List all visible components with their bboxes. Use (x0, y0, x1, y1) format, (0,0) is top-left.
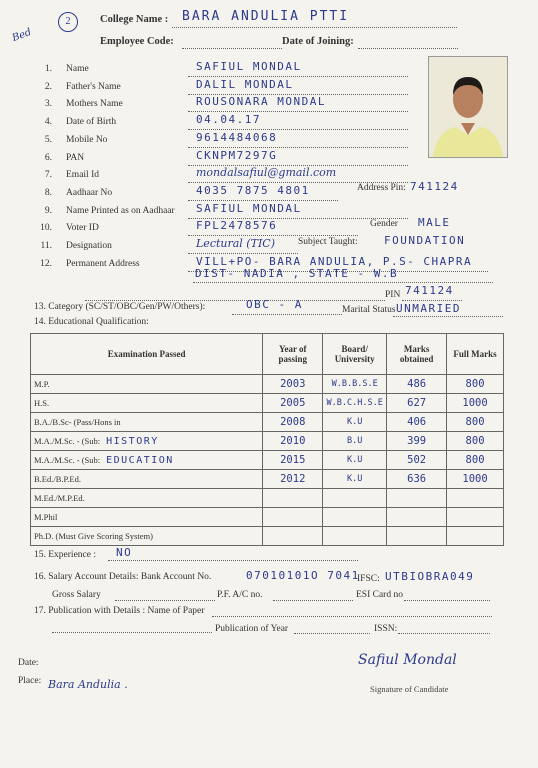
date-label: Date: (18, 658, 39, 668)
field-number: 5. (44, 134, 52, 145)
exam-cell (31, 527, 263, 546)
experience-label: 15. Experience : (34, 550, 96, 560)
field-number: 9. (44, 205, 52, 216)
field-label: Name (66, 64, 89, 74)
field-value: 9614484068 (196, 130, 278, 144)
full-marks-cell: 800 (447, 432, 504, 451)
year-cell: 2012 (263, 470, 323, 489)
gender-label: Gender (370, 219, 398, 229)
full-marks-cell: 800 (447, 375, 504, 394)
field-label: PAN (66, 152, 85, 163)
field-value: CKNPM7297G (196, 148, 278, 162)
header-full-marks: Full Marks (447, 334, 504, 375)
field-number: 10. (40, 223, 52, 234)
year-cell: 2010 (263, 432, 323, 451)
candidate-photo (428, 56, 508, 158)
full-marks-cell (447, 489, 504, 508)
exam-subject: EDUCATION (106, 454, 174, 466)
category-label: 13. Category (SC/ST/OBC/Gen/PW/Others): (34, 302, 206, 312)
exam-cell (31, 432, 263, 451)
ifsc-value: UTBIOBRA049 (385, 570, 475, 583)
year-cell: 2015 (263, 451, 323, 470)
marks-cell: 399 (387, 432, 447, 451)
board-cell: K.U (323, 413, 387, 432)
pin-value: 741124 (405, 284, 454, 297)
salary-account-value: 07010101O 7041 (246, 569, 360, 582)
table-row (31, 527, 504, 546)
gross-salary-label: Gross Salary (52, 590, 101, 600)
board-cell: W.B.B.S.E (323, 375, 387, 394)
publication-line (212, 616, 492, 617)
field-value: DALIL MONDAL (196, 77, 294, 91)
marks-cell (387, 527, 447, 546)
year-cell: 2005 (263, 394, 323, 413)
exam-name: M.Ed./M.P.Ed. (34, 492, 85, 503)
address-pin-label: Address Pin: (357, 183, 406, 193)
pin-line (402, 300, 462, 301)
year-cell (263, 527, 323, 546)
exam-name: M.Phil (34, 511, 58, 522)
date-of-joining-line (358, 48, 458, 49)
table-row (31, 470, 504, 489)
board-cell: W.B.C.H.S.E (323, 394, 387, 413)
field-number: 4. (44, 117, 52, 128)
exam-cell (31, 451, 263, 470)
full-marks-cell: 1000 (447, 394, 504, 413)
field-value: SAFIUL MONDAL (196, 60, 302, 73)
field-label: Email Id (66, 170, 99, 181)
field-value: 4035 7875 4801 (196, 183, 310, 197)
field-label: Mobile No (66, 134, 108, 145)
field-number: 6. (44, 152, 52, 163)
category-value: OBC - A (246, 298, 303, 311)
margin-note: Bed (10, 26, 33, 45)
category-line (232, 314, 342, 315)
field-number: 7. (44, 170, 52, 181)
field-number: 2. (44, 81, 52, 92)
field-value: SAFIUL MONDAL (196, 201, 302, 215)
address-line2-rule (193, 282, 493, 283)
table-header-row (31, 334, 504, 375)
table-row (31, 413, 504, 432)
marital-status-label: Marital Status (342, 305, 396, 315)
esi-line (404, 600, 490, 601)
board-cell (323, 508, 387, 527)
field-value: 04.04.17 (196, 113, 261, 127)
table-row (31, 432, 504, 451)
address-line2: DIST- NADIA , STATE - W.B (195, 267, 399, 280)
date-of-joining-label: Date of Joining: (282, 36, 354, 47)
issn-label: ISSN: (374, 624, 398, 634)
full-marks-cell: 1000 (447, 470, 504, 489)
field-label: Voter ID (66, 223, 99, 234)
year-cell (263, 508, 323, 527)
margin-number: 2 (58, 12, 78, 32)
full-marks-cell: 800 (447, 413, 504, 432)
table-row (31, 394, 504, 413)
field-label: Designation (66, 241, 112, 251)
full-marks-cell: 800 (447, 451, 504, 470)
exam-subject: HISTORY (106, 435, 159, 447)
field-number: 11. (40, 241, 52, 251)
field-value: ROUSONARA MONDAL (196, 95, 326, 109)
field-label: Date of Birth (66, 117, 117, 128)
exam-cell (31, 470, 263, 489)
qualification-table (30, 333, 504, 546)
college-name-value: BARA ANDULIA PTTI (182, 9, 350, 24)
field-value: FPL2478576 (196, 219, 278, 233)
field-label: Aadhaar No (66, 187, 113, 198)
experience-value: NO (116, 546, 133, 559)
marital-status-value: UNMARIED (396, 302, 461, 315)
field-value: Lectural (TIC) (196, 237, 275, 250)
exam-name: Ph.D. (Must Give Scoring System) (34, 530, 153, 541)
qualification-label: 14. Educational Qualification: (34, 317, 149, 327)
table-row (31, 375, 504, 394)
address-pin-value: 741124 (410, 180, 459, 193)
marks-cell: 502 (387, 451, 447, 470)
exam-name: H.S. (34, 397, 50, 408)
marks-cell: 406 (387, 413, 447, 432)
marital-status-line (393, 316, 503, 317)
issn-line (398, 633, 490, 634)
address-line3-rule (85, 300, 385, 301)
marks-cell (387, 489, 447, 508)
exam-name: M.A./M.Sc. - (Sub: (34, 435, 101, 446)
field-number: 1. (44, 64, 52, 74)
board-cell: K.U (323, 451, 387, 470)
header-board: Board/ University (323, 334, 387, 375)
table-row (31, 451, 504, 470)
field-label: Father's Name (66, 81, 121, 92)
exam-cell (31, 375, 263, 394)
header-examination: Examination Passed (31, 334, 263, 375)
place-value: Bara Andulia . (48, 678, 128, 691)
header-marks: Marks obtained (387, 334, 447, 375)
table-row (31, 489, 504, 508)
pin-label: PIN (385, 290, 401, 300)
header-year: Year of passing (263, 334, 323, 375)
pf-label: P.F. A/C no. (217, 590, 263, 600)
field-value: VILL+PO- BARA ANDULIA, P.S- CHAPRA (196, 254, 473, 268)
exam-name: M.P. (34, 378, 50, 389)
publication-line2 (52, 632, 212, 633)
year-cell: 2008 (263, 413, 323, 432)
field-label: Name Printed as on Aadhaar (66, 205, 175, 216)
employee-code-label: Employee Code: (100, 36, 174, 47)
college-name-label: College Name : (100, 14, 169, 25)
exam-cell (31, 394, 263, 413)
publication-label: 17. Publication with Details : Name of Paper (34, 606, 205, 616)
publication-year-label: Publication of Year (215, 624, 289, 634)
full-marks-cell (447, 508, 504, 527)
publication-year-line (294, 633, 370, 634)
exam-name: B.Ed./B.P.Ed. (34, 473, 81, 484)
experience-line (108, 560, 358, 561)
candidate-signature: Safiul Mondal (358, 652, 457, 668)
field-number: 3. (44, 99, 52, 110)
table-row (31, 508, 504, 527)
gender-value: MALE (418, 216, 451, 229)
place-label: Place: (18, 676, 42, 686)
subject-taught-label: Subject Taught: (298, 237, 358, 247)
exam-cell (31, 508, 263, 527)
signature-label: Signature of Candidate (370, 684, 449, 694)
year-cell: 2003 (263, 375, 323, 394)
field-value: mondalsafiul@gmail.com (196, 166, 337, 180)
esi-label: ESI Card no (356, 590, 403, 600)
subject-taught-value: FOUNDATION (384, 234, 466, 247)
marks-cell (387, 508, 447, 527)
board-cell (323, 527, 387, 546)
board-cell: B.U (323, 432, 387, 451)
field-label: Mothers Name (66, 99, 123, 110)
marks-cell: 636 (387, 470, 447, 489)
exam-cell (31, 413, 263, 432)
pf-line (273, 600, 353, 601)
marks-cell: 486 (387, 375, 447, 394)
exam-name: M.A./M.Sc. - (Sub: (34, 454, 101, 465)
ifsc-label: IFSC: (357, 574, 380, 584)
gross-salary-line (115, 600, 215, 601)
marks-cell: 627 (387, 394, 447, 413)
field-number: 12. (40, 258, 52, 269)
college-name-line (172, 27, 457, 28)
field-number: 8. (44, 187, 52, 198)
field-label: Permanent Address (66, 258, 140, 269)
board-cell (323, 489, 387, 508)
full-marks-cell (447, 527, 504, 546)
salary-account-label: 16. Salary Account Details: Bank Account No. (34, 572, 212, 582)
employee-code-line (182, 48, 282, 49)
exam-cell (31, 489, 263, 508)
year-cell (263, 489, 323, 508)
board-cell: K.U (323, 470, 387, 489)
exam-name: B.A./B.Sc- (Pass/Hons in (34, 416, 121, 427)
